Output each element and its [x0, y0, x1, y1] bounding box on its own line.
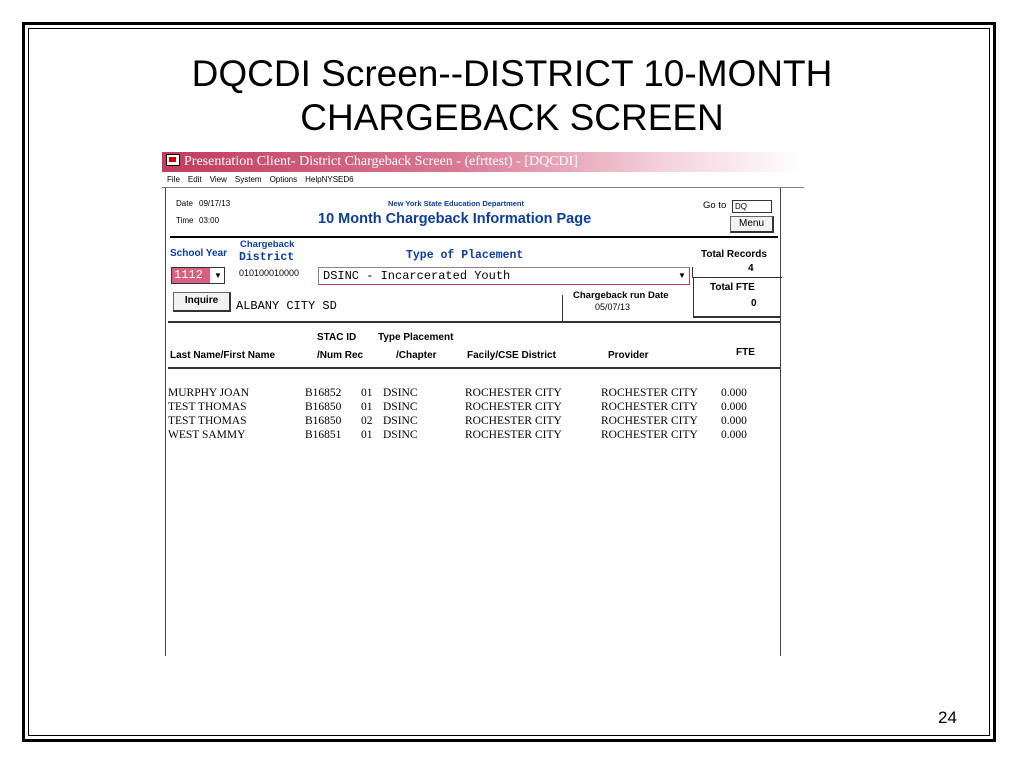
cell-facility: ROCHESTER CITY [465, 401, 562, 413]
cell-fte: 0.000 [721, 429, 747, 441]
col-chapter: /Chapter [396, 350, 437, 361]
cell-provider: ROCHESTER CITY [601, 387, 698, 399]
menu-bar [162, 172, 804, 188]
content-left-border [165, 188, 166, 656]
slide-title-line-1: DQCDI Screen--DISTRICT 10-MONTH [191, 53, 833, 94]
menu-button[interactable]: Menu [730, 216, 774, 233]
cell-name: TEST THOMAS [168, 415, 247, 427]
cell-num: 01 [361, 387, 373, 399]
school-year-value: 1112 [172, 268, 210, 283]
divider [693, 316, 781, 318]
col-num-rec: /Num Rec [317, 350, 364, 361]
run-date-label: Chargeback run Date [573, 290, 669, 301]
cell-num: 02 [361, 415, 373, 427]
district-code: 010100010000 [239, 268, 300, 278]
cell-name: WEST SAMMY [168, 429, 246, 441]
cell-chapter: DSINC [383, 415, 418, 427]
menu-view[interactable]: View [209, 175, 227, 184]
time-label: Time [176, 216, 194, 225]
total-records-label: Total Records [701, 249, 767, 260]
table-row[interactable] [168, 386, 747, 400]
slide-title [0, 52, 1024, 140]
chargeback-table [168, 386, 747, 442]
col-name: Last Name/First Name [170, 350, 276, 361]
divider [693, 277, 694, 317]
goto-label: Go to [703, 200, 727, 211]
col-facility: Facily/CSE District [467, 350, 556, 361]
type-of-placement-value: DSINC - Incarcerated Youth [323, 269, 511, 283]
cell-stac: B16850 [305, 415, 342, 427]
type-of-placement-select[interactable] [318, 267, 690, 285]
page-title: 10 Month Chargeback Information Page [318, 211, 592, 227]
content-right-border [780, 188, 781, 656]
district-label: District [239, 251, 295, 264]
cell-stac: B16851 [305, 429, 342, 441]
cell-fte: 0.000 [721, 415, 747, 427]
menu-options[interactable]: Options [269, 175, 298, 184]
window-titlebar [162, 152, 804, 172]
cell-fte: 0.000 [721, 387, 747, 399]
menu-help[interactable]: HelpNYSED6 [305, 175, 354, 184]
col-type-placement: Type Placement [378, 332, 454, 343]
divider [692, 277, 782, 278]
cell-fte: 0.000 [721, 401, 747, 413]
col-provider: Provider [608, 350, 649, 361]
table-row[interactable] [168, 414, 747, 428]
col-stac-id: STAC ID [317, 332, 357, 343]
cell-provider: ROCHESTER CITY [601, 415, 698, 427]
total-fte-label: Total FTE [710, 282, 755, 293]
cell-facility: ROCHESTER CITY [465, 415, 562, 427]
chevron-down-icon[interactable]: ▼ [214, 271, 222, 280]
school-year-label: School Year [170, 248, 228, 259]
cell-provider: ROCHESTER CITY [601, 401, 698, 413]
cell-num: 01 [361, 401, 373, 413]
cell-stac: B16850 [305, 401, 342, 413]
menu-file[interactable]: File [167, 175, 180, 184]
slide-title-line-2: CHARGEBACK SCREEN [300, 97, 724, 138]
cell-name: TEST THOMAS [168, 401, 247, 413]
table-row[interactable] [168, 400, 747, 414]
col-fte: FTE [736, 347, 755, 358]
school-year-select[interactable] [171, 267, 225, 284]
slide-page-number: 24 [938, 708, 957, 727]
window-title: Presentation Client- District Chargeback Screen - (efrttest) - [DQCDI] [184, 154, 578, 169]
table-row[interactable] [168, 428, 747, 442]
cell-facility: ROCHESTER CITY [465, 387, 562, 399]
app-icon [166, 154, 180, 166]
menu-edit[interactable]: Edit [187, 175, 202, 184]
date-value: 09/17/13 [199, 199, 231, 208]
department-name: New York State Education Department [388, 199, 525, 208]
type-of-placement-label: Type of Placement [406, 249, 524, 262]
inquire-button[interactable]: Inquire [173, 292, 231, 312]
district-name: ALBANY CITY SD [236, 299, 337, 313]
cell-chapter: DSINC [383, 387, 418, 399]
date-label: Date [176, 199, 193, 208]
divider [692, 267, 693, 277]
chargeback-label: Chargeback [240, 239, 295, 250]
time-value: 03:00 [199, 216, 220, 225]
cell-name: MURPHY JOAN [168, 387, 250, 399]
cell-provider: ROCHESTER CITY [601, 429, 698, 441]
header-divider [168, 367, 780, 369]
cell-facility: ROCHESTER CITY [465, 429, 562, 441]
divider [168, 321, 780, 323]
app-screenshot [162, 152, 804, 656]
cell-chapter: DSINC [383, 429, 418, 441]
total-fte-value: 0 [751, 298, 757, 309]
menu-system[interactable]: System [234, 175, 262, 184]
divider [562, 295, 563, 321]
chevron-down-icon[interactable]: ▼ [678, 271, 686, 280]
run-date-value: 05/07/13 [595, 302, 631, 312]
cell-chapter: DSINC [383, 401, 418, 413]
total-records-value: 4 [748, 263, 754, 274]
goto-input[interactable]: DQ [732, 200, 772, 213]
cell-num: 01 [361, 429, 373, 441]
cell-stac: B16852 [305, 387, 342, 399]
